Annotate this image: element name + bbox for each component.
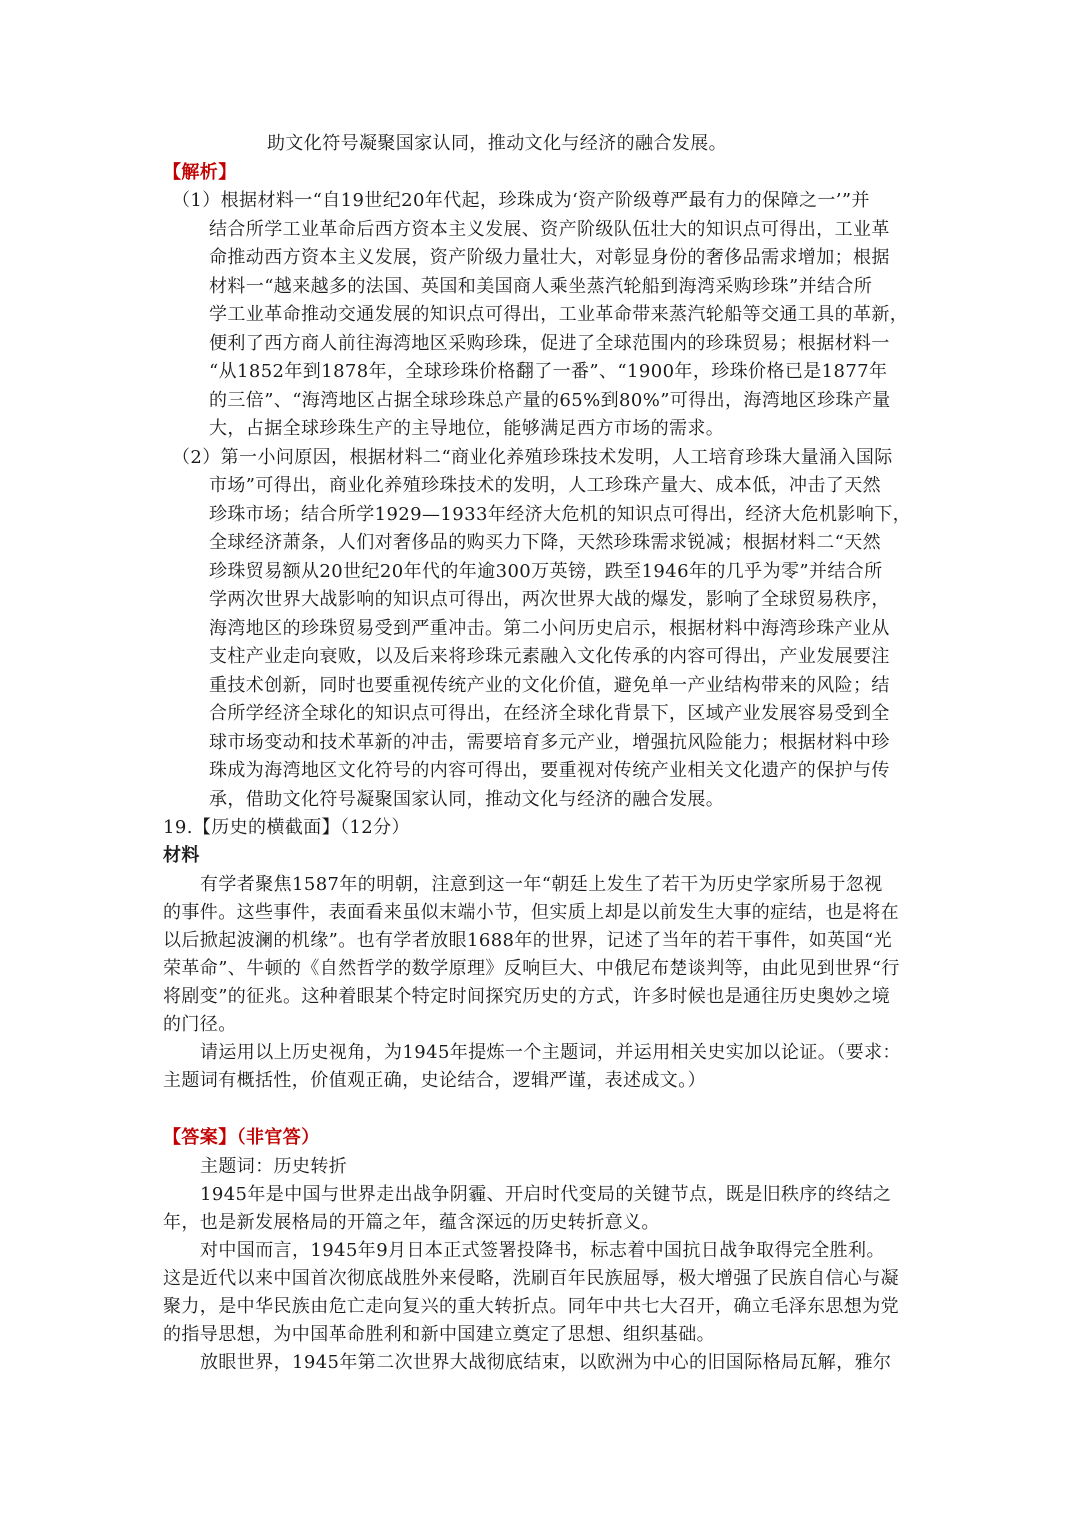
answer-heading-label: 【答案】 (163, 1127, 237, 1148)
answer-line: 1945年是中国与世界走出战争阴霾、开启时代变局的关键节点，既是旧秩序的终结之 (200, 1184, 892, 1205)
question-prompt-line: 请运用以上历史视角，为1945年提炼一个主题词，并运用相关史实加以论证。（要求： (200, 1042, 901, 1063)
material-line: 有学者聚焦1587年的明朝，注意到这一年“朝廷上发生了若干为历史学家所易于忽视 (200, 874, 883, 895)
answer-line: 放眼世界，1945年第二次世界大战彻底结束，以欧洲为中心的旧国际格局瓦解，雅尔 (200, 1352, 892, 1373)
answer-line: 对中国而言，1945年9月日本正式签署投降书，标志着中国抗日战争取得完全胜利。 (200, 1240, 885, 1261)
analysis-p2-line: 海湾地区的珍珠贸易受到严重冲击。第二小问历史启示，根据材料中海湾珍珠产业从 (209, 618, 890, 639)
answer-line: 聚力，是中华民族由危亡走向复兴的重大转折点。同年中共七大召开，确立毛泽东思想为党 (163, 1296, 899, 1317)
analysis-p2-line: 重技术创新，同时也要重视传统产业的文化价值，避免单一产业结构带来的风险；结 (209, 675, 890, 696)
analysis-p1-line: 的三倍”、“海湾地区占据全球珍珠总产量的65%到80%”可得出，海湾地区珍珠产量 (209, 390, 891, 411)
answer-line: 的指导思想，为中国革命胜利和新中国建立奠定了思想、组织基础。 (163, 1324, 715, 1345)
analysis-p1-line: （1）根据材料一“自19世纪20年代起，珍珠成为‘资产阶级尊严最有力的保障之一’”并 (172, 190, 870, 211)
analysis-p1-line: 命推动西方资本主义发展，资产阶级力量壮大，对彰显身份的奢侈品需求增加；根据 (209, 247, 890, 268)
material-line: 的门径。 (163, 1014, 237, 1035)
analysis-p2-line: 合所学经济全球化的知识点可得出，在经济全球化背景下，区域产业发展容易受到全 (209, 703, 890, 724)
material-line: 荣革命”、牛顿的《自然哲学的数学原理》反响巨大、中俄尼布楚谈判等，由此见到世界“行 (163, 958, 900, 979)
analysis-p2-line: 支柱产业走向衰败，以及后来将珍珠元素融入文化传承的内容可得出，产业发展要注 (209, 646, 890, 667)
analysis-p2-line: 珍珠市场；结合所学1929—1933年经济大危机的知识点可得出，经济大危机影响下， (209, 504, 912, 525)
material-line: 将剧变”的征兆。这种着眼某个特定时间探究历史的方式，许多时候也是通往历史奥妙之境 (163, 986, 891, 1007)
material-line: 以后掀起波澜的机缘”。也有学者放眼1688年的世界，记述了当年的若干事件，如英国“光 (163, 930, 893, 951)
answer-note: （非官答） (236, 1127, 320, 1148)
analysis-p1-line: 大，占据全球珍珠生产的主导地位，能够满足西方市场的需求。 (209, 418, 725, 439)
analysis-p2-line: 承，借助文化符号凝聚国家认同，推动文化与经济的融合发展。 (209, 789, 725, 810)
analysis-p2-line: 市场”可得出，商业化养殖珍珠技术的发明，人工珍珠产量大、成本低，冲击了天然 (209, 475, 881, 496)
material-line: 的事件。这些事件，表面看来虽似末端小节，但实质上却是以前发生大事的症结，也是将在 (163, 902, 899, 923)
analysis-p1-line: 学工业革命推动交通发展的知识点可得出，工业革命带来蒸汽轮船等交通工具的革新， (209, 304, 909, 325)
answer-heading (163, 1127, 320, 1149)
question-title: 19.【历史的横截面】（12分） (163, 817, 410, 838)
analysis-p2-line: 球市场变动和技术革新的冲击，需要培育多元产业，增强抗风险能力；根据材料中珍 (209, 732, 890, 753)
analysis-p2-line: 珠成为海湾地区文化符号的内容可得出，要重视对传统产业相关文化遗产的保护与传 (209, 760, 890, 781)
answer-line: 年，也是新发展格局的开篇之年，蕴含深远的历史转折意义。 (163, 1212, 660, 1233)
analysis-p2-line: （2）第一小问原因，根据材料二“商业化养殖珍珠技术发明，人工培育珍珠大量涌入国际 (172, 447, 893, 468)
analysis-p1-line: “从1852年到1878年，全球珍珠价格翻了一番”、“1900年，珍珠价格已是1877年 (209, 361, 888, 382)
analysis-p2-line: 珍珠贸易额从20世纪20年代的年逾300万英镑，跌至1946年的几乎为零”并结合所 (209, 561, 883, 582)
analysis-heading: 【解析】 (163, 162, 237, 183)
analysis-p1-line: 便利了西方商人前往海湾地区采购珍珠，促进了全球范围内的珍珠贸易；根据材料一 (209, 333, 890, 354)
question-prompt-line: 主题词有概括性，价值观正确，史论结合，逻辑严谨，表述成文。） (163, 1070, 706, 1091)
answer-line: 这是近代以来中国首次彻底战胜外来侵略，洗刷百年民族屈辱，极大增强了民族自信心与凝 (163, 1268, 899, 1289)
answer-line: 主题词：历史转折 (200, 1156, 348, 1177)
analysis-p2-line: 全球经济萧条，人们对奢侈品的购买力下降，天然珍珠需求锐减；根据材料二“天然 (209, 532, 881, 553)
analysis-p2-line: 学两次世界大战影响的知识点可得出，两次世界大战的爆发，影响了全球贸易秩序， (209, 589, 890, 610)
top-continuation-line: 助文化符号凝聚国家认同，推动文化与经济的融合发展。 (267, 133, 727, 154)
analysis-p1-line: 结合所学工业革命后西方资本主义发展、资产阶级队伍壮大的知识点可得出，工业革 (209, 219, 890, 240)
material-label: 材料 (163, 845, 200, 866)
analysis-p1-line: 材料一“越来越多的法国、英国和美国商人乘坐蒸汽轮船到海湾采购珍珠”并结合所 (209, 276, 873, 297)
